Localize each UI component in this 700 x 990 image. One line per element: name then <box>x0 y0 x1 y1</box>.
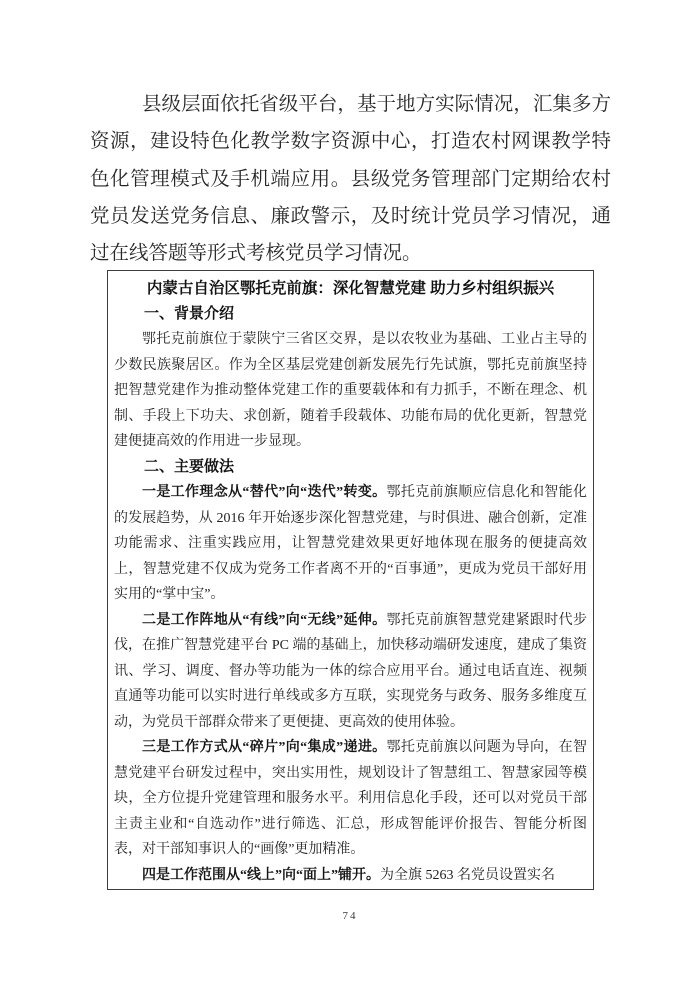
paragraph-text: 为全旗 5263 名党员设置实名 <box>380 867 555 883</box>
practice-paragraph-1 <box>114 480 587 608</box>
paragraph-lead: 四是工作范围从“线上”向“面上”铺开。 <box>142 867 380 883</box>
paragraph-lead: 二是工作阵地从“有线”向“无线”延伸。 <box>142 612 387 628</box>
paragraph-text: 鄂托克前旗位于蒙陕宁三省区交界，是以农牧业为基础、工业占主导的少数民族聚居区。作为全区基层党建创新发展先行先试旗，鄂托克前旗坚持把智慧党建作为推动整体党建工作的重要载体和有力抓手，不断在理念、机制、手段上下功夫、求创新，随着手段载体、功能布局的优化更新，智慧党建便捷高效的作用进一步显现。 <box>114 332 587 449</box>
case-study-box <box>107 270 594 890</box>
paragraph-text: 鄂托克前旗顺应信息化和智能化的发展趋势，从 2016 年开始逐步深化智慧党建，与时俱进、融合创新，定准功能需求、注重实践应用，让智慧党建效果更好地体现在服务的便捷高效上，智慧党建不仅成为党务工作者离不开的“百事通”，更成为党员干部好用实用的“掌中宝”。 <box>114 485 587 602</box>
page-number: 74 <box>342 910 358 922</box>
paragraph-lead: 一是工作理念从“替代”向“迭代”转变。 <box>142 485 387 500</box>
practice-paragraph-4 <box>114 863 587 889</box>
intro-paragraph: 县级层面依托省级平台，基于地方实际情况，汇集多方资源，建设特色化教学数字资源中心，打造农村网课教学特色化管理模式及手机端应用。县级党务管理部门定期给农村党员发送党务信息、廉政警示，及时统计党员学习情况，通过在线答题等形式考核党员学习情况。 <box>90 94 611 265</box>
paragraph-lead: 三是工作方式从“碎片”向“集成”递进。 <box>142 740 387 755</box>
section-heading-practices: 二、主要做法 <box>144 458 235 475</box>
paragraph-text: 鄂托克前旗智慧党建紧跟时代步伐，在推广智慧党建平台 PC 端的基础上，加快移动端研发速度，建成了集资讯、学习、调度、督办等功能为一体的综合应用平台。通过电话直连、视频直通等功能可以实时进行单线或多方互联，实现党务与政务、服务多维度互动，为党员干部群众带来了更便捷、更高效的使用体验。 <box>114 612 587 730</box>
practice-paragraph-3 <box>114 735 587 863</box>
paragraph-text: 鄂托克前旗以问题为导向，在智慧党建平台研发过程中，突出实用性，规划设计了智慧组工、智慧家园等模块，全方位提升党建管理和服务水平。利用信息化手段，还可以对党员干部主责主业和“自选动作”进行筛选、汇总，形成智能评价报告、智能分析图表，对干部知事识人的“画像”更加精准。 <box>114 740 587 857</box>
practice-paragraph-2 <box>114 608 587 736</box>
case-box-title: 内蒙古自治区鄂托克前旗：深化智慧党建 助力乡村组织振兴 <box>146 280 555 297</box>
section-heading-background: 一、背景介绍 <box>144 305 235 322</box>
background-paragraph <box>114 327 587 455</box>
